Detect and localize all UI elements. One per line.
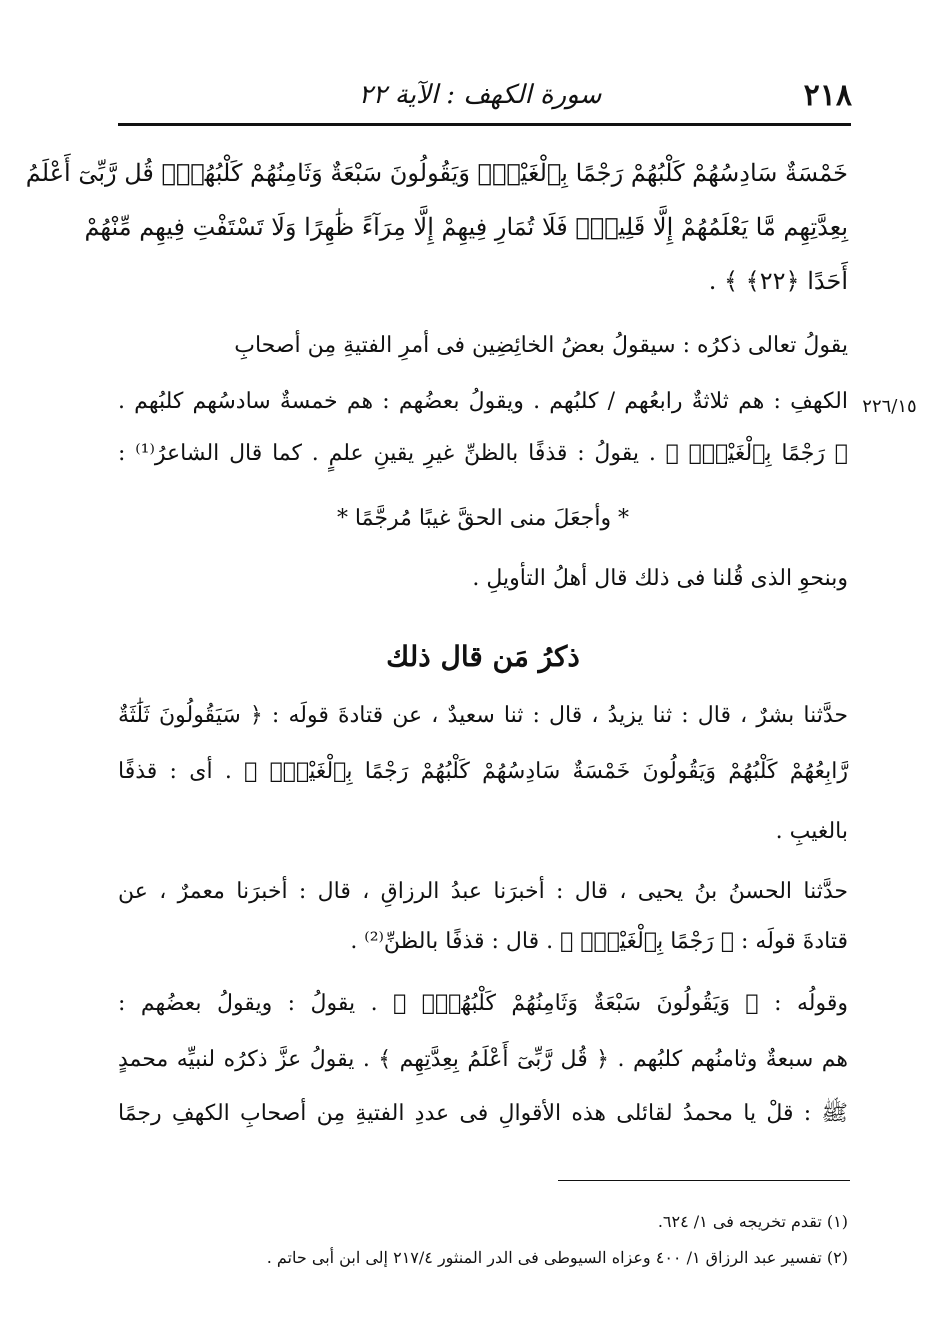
narration-line: بالغيبِ . (775, 819, 848, 844)
footnote-divider (558, 1180, 850, 1181)
narration-line: هم سبعةٌ وثامنُهم كلبُهم . ﴿ قُل رَّبِّىٓ أَعْلَمُ بِعِدَّتِهِم ﴾ . يقولُ عزَّ ذكرُه لنبيِّه محمدٍ (118, 1047, 848, 1072)
narration-line: رَّابِعُهُمْ كَلْبُهُمْ وَيَقُولُونَ خَمْسَةٌ سَادِسُهُمْ كَلْبُهُمْ رَجْمًا بِٱلْغَيْبِۖ ﴾ . أى : قذفًا (118, 759, 848, 784)
closing-line: وبنحوِ الذى قُلنا فى ذلك قال أهلُ التأويلِ . (472, 566, 848, 591)
verse-line: أَحَدًا ﴿٢٢﴾ ﴾ . (708, 267, 848, 295)
poetry-line: * وأجعَلَ منى الحقَّ غيبًا مُرجَّمًا * (336, 506, 630, 531)
narration-line: حدَّثنا بشرٌ ، قال : ثنا يزيدُ ، قال : ثنا سعيدٌ ، عن قتادةَ قولَه : ﴿ سَيَقُولُونَ ثَلَٰثَةٌ (118, 703, 848, 728)
narration-line: ﷺ : قلْ يا محمدُ لقائلى هذه الأقوالِ فى عددِ الفتيةِ مِن أصحابِ الكهفِ رجمًا (118, 1101, 848, 1126)
narration-line: حدَّثنا الحسنُ بنُ يحيى ، قال : أخبرَنا عبدُ الرزاقِ ، قال : أخبرَنا معمرٌ ، عن (118, 879, 848, 904)
commentary-line: ﴿ رَجْمًا بِٱلْغَيْبِۖ ﴾ . يقولُ : قذفًا بالظنِّ غيرِ يقينِ علمٍ . كما قال الشاعرُ⁽¹⁾ : (118, 441, 848, 466)
verse-line: خَمْسَةٌ سَادِسُهُمْ كَلْبُهُمْ رَجْمًا بِٱلْغَيْبِۖ وَيَقُولُونَ سَبْعَةٌ وَثَامِنُهُمْ كَلْبُهُمْۚ قُل رَّبِّىٓ أَعْلَمُ (25, 159, 848, 187)
commentary-line: الكهفِ : هم ثلاثةٌ رابعُهم / كلبُهم . ويقولُ بعضُهم : هم خمسةٌ سادسُهم كلبُهم . (118, 389, 848, 414)
footnote: (٢) تفسير عبد الرزاق ١/ ٤٠٠ وعزاه السيوطى فى الدر المنثور ٢١٧/٤ إلى ابن أبى حاتم . (266, 1248, 848, 1267)
narration-line: وقولُه : ﴿ وَيَقُولُونَ سَبْعَةٌ وَثَامِنُهُمْ كَلْبُهُمْۚ ﴾ . يقولُ : ويقولُ بعضُهم : (118, 991, 848, 1016)
commentary-line: يقولُ تعالى ذكرُه : سيقولُ بعضُ الخائِضِين فى أمرِ الفتيةِ مِن أصحابِ (234, 333, 848, 358)
footnote: (١) تقدم تخريجه فى ١/ ٦٢٤. (657, 1212, 848, 1231)
verse-line: بِعِدَّتِهِم مَّا يَعْلَمُهُمْ إِلَّا قَلِيلٌۗ فَلَا تُمَارِ فِيهِمْ إِلَّا مِرَآءً ظَٰهِرًا وَلَا تَسْتَفْتِ فِيهِم مِّنْهُمْ (84, 213, 848, 241)
header-divider (118, 123, 851, 126)
section-heading: ذكرُ مَن قال ذلك (386, 640, 580, 673)
page-number: ٢١٨ (803, 78, 852, 113)
running-header-title: سورة الكهف : الآية ٢٢ (358, 80, 602, 110)
narration-line: قتادةَ قولَه : ﴿ رَجْمًا بِٱلْغَيْبِۖ ﴾ . قال : قذفًا بالظنِّ⁽²⁾ . (350, 929, 848, 954)
margin-reference: ٢٢٦/١٥ (862, 396, 917, 417)
